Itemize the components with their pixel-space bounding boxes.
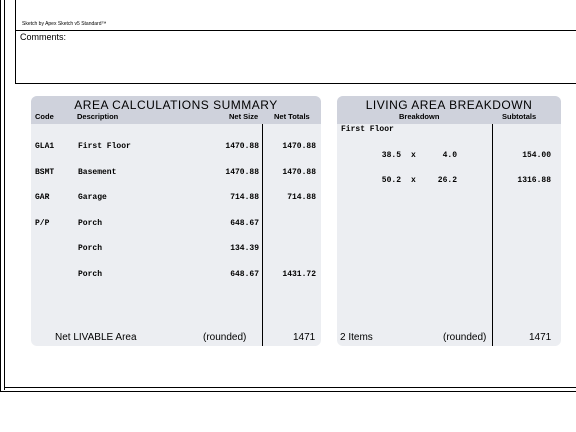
col-code: Code	[35, 112, 54, 121]
table-cell: 1470.88	[282, 167, 316, 177]
sketch-title: Sketch by Apex Sketch v5 Standard™	[22, 21, 107, 27]
table-cell: 1470.88	[225, 167, 259, 177]
table-cell: 4.0	[442, 150, 457, 160]
area-calculations-panel	[31, 96, 321, 346]
area-panel-title: AREA CALCULATIONS SUMMARY	[74, 98, 278, 112]
area-rounded-label: (rounded)	[203, 332, 247, 343]
table-cell: 1470.88	[282, 142, 316, 151]
subtotals-column	[495, 135, 551, 203]
breakdown-b-column	[425, 135, 457, 203]
table-cell: Garage	[78, 193, 107, 202]
table-cell: 714.88	[287, 193, 316, 202]
frame-bottom-border	[0, 391, 576, 392]
description-column	[78, 126, 198, 296]
table-cell	[264, 220, 316, 229]
table-cell: 1316.88	[517, 176, 551, 185]
table-cell: x	[411, 150, 416, 160]
col-subtotals: Subtotals	[502, 112, 537, 121]
table-cell: P/P	[35, 218, 50, 228]
area-divider	[262, 124, 263, 346]
comments-bottom-rule	[15, 83, 576, 84]
table-cell: GLA1	[35, 142, 55, 151]
living-total-value: 1471	[529, 332, 552, 343]
table-cell: 154.00	[522, 150, 551, 160]
table-cell: Porch	[78, 269, 103, 279]
frame-left-border	[0, 0, 1, 392]
table-cell: First Floor	[78, 142, 131, 151]
table-cell: x	[411, 176, 416, 185]
living-panel-title: LIVING AREA BREAKDOWN	[365, 98, 533, 112]
frame-bottom-inner-border	[4, 387, 576, 388]
table-cell: Porch	[78, 244, 103, 253]
code-column	[35, 126, 75, 296]
items-count: 2 Items	[340, 332, 373, 343]
header-rule	[15, 30, 576, 31]
table-cell: 648.67	[230, 269, 259, 279]
table-cell: 1470.88	[225, 142, 259, 151]
table-cell: 648.67	[230, 218, 259, 228]
table-cell: BSMT	[35, 167, 55, 177]
breakdown-a-column	[367, 135, 401, 203]
table-cell: 134.39	[230, 244, 259, 253]
net-livable-value: 1471	[293, 332, 316, 343]
living-rounded-label: (rounded)	[443, 332, 487, 343]
col-net-size: Net Size	[229, 112, 259, 121]
table-cell: 26.2	[437, 176, 457, 185]
table-cell: GAR	[35, 193, 50, 202]
header-left-rule	[15, 0, 16, 84]
table-cell: 1431.72	[282, 269, 316, 279]
table-cell	[35, 245, 75, 254]
living-area-panel	[337, 96, 561, 346]
col-description: Description	[77, 112, 119, 121]
net-livable-label: Net LIVABLE Area	[55, 332, 137, 343]
col-net-totals: Net Totals	[274, 112, 310, 121]
table-cell: 714.88	[230, 193, 259, 202]
table-cell: Porch	[78, 218, 103, 228]
table-cell: 38.5	[381, 150, 401, 160]
frame-left-inner-border	[4, 0, 5, 390]
table-cell	[264, 245, 316, 254]
table-cell: Basement	[78, 167, 117, 177]
living-divider	[492, 124, 493, 346]
net-size-column	[201, 126, 259, 296]
living-section-label: First Floor	[341, 125, 394, 134]
col-breakdown: Breakdown	[399, 112, 440, 121]
table-cell: 50.2	[381, 176, 401, 185]
net-totals-column	[264, 126, 316, 296]
table-cell	[35, 271, 75, 280]
comments-label: Comments:	[20, 32, 67, 42]
